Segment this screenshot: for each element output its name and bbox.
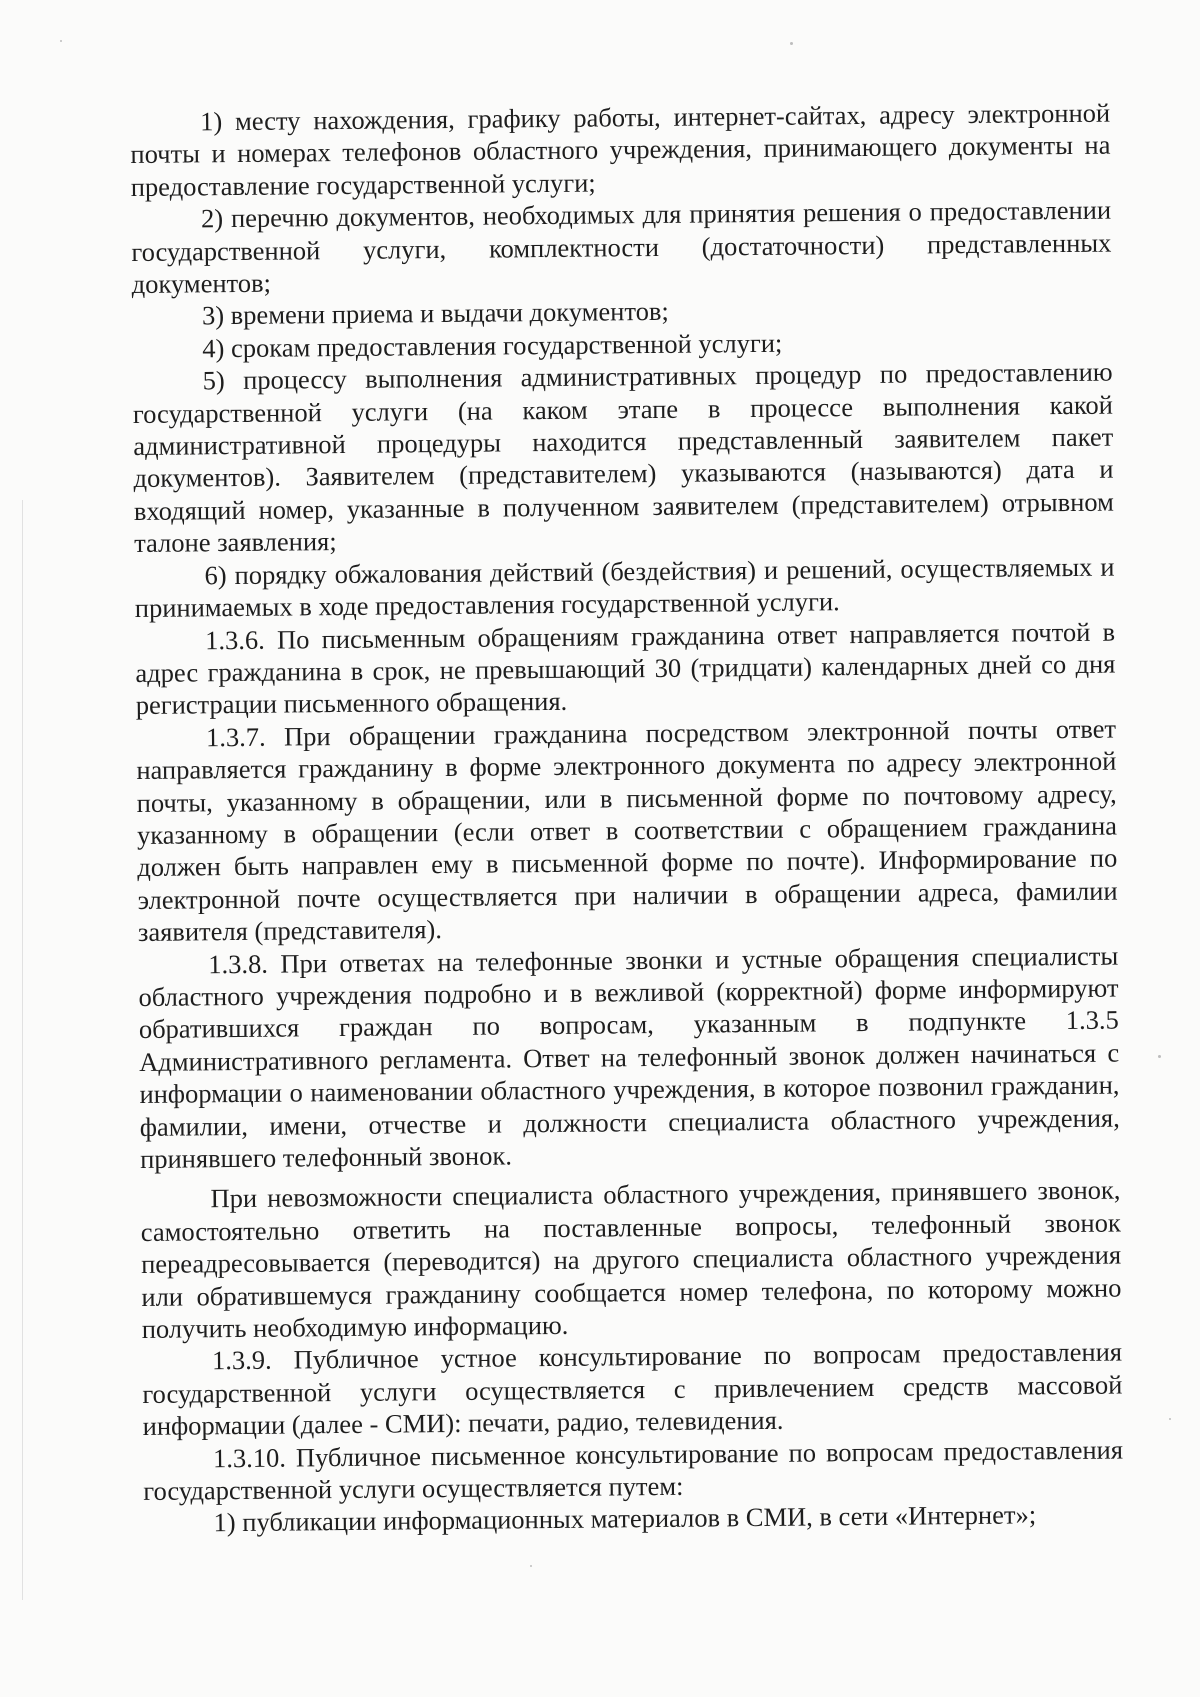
list-item-procedure-progress: 5) процессу выполнения административных процедур по предоставлению государственной услуги (на каком этапе в процессе выполнения какой административной процедуры находится представленный заявителем пакет документов). Заявителем (представителем) указываются (называются) дата и входящий номер, указанные в полученном заявителем (представителем) отрывном талоне заявления;	[132, 356, 1114, 559]
list-item-media-publication: 1) публикации информационных материалов в СМИ, в сети «Интернет»;	[213, 1499, 1037, 1538]
list-item-service-deadlines: 4) срокам предоставления государственной услуги;	[202, 327, 783, 364]
clause-1-3-9: 1.3.9. Публичное устное консультирование по вопросам предоставления государственной услуги осуществляется с привлечением средств массовой информации (далее - СМИ): печати, радио, телевидения.	[142, 1336, 1123, 1442]
list-item-location-info: 1) месту нахождения, графику работы, интернет-сайтах, адресу электронной почты и номерах телефонов областного учреждения, принимающего документы на предоставление государственной услуги;	[130, 97, 1111, 202]
scan-speck	[790, 42, 793, 45]
scan-speck	[60, 40, 62, 42]
clause-1-3-8: 1.3.8. При ответах на телефонные звонки и устные обращения специалисты областного учреждения подробно и в вежливой (корректной) форме информируют обратившихся граждан по вопросам, указанным в подпункте 1.3.5 Административного регламента. Ответ на телефонный звонок должен начинаться с информации о наименовании областного учреждения, в которое позвонил гражданин, фамилии, имени, отчестве и должности специалиста областного учреждения, принявшего телефонный звонок.	[138, 940, 1120, 1174]
list-item-appeal-procedure: 6) порядку обжалования действий (бездействия) и решений, осуществляемых и принимаемых в ходе предоставления государственной услуги.	[134, 551, 1115, 624]
list-item-reception-time: 3) времени приема и выдачи документов;	[201, 296, 669, 331]
list-item-documents-list: 2) перечню документов, необходимых для принятия решения о предоставлении государственной услуги, комплектности (достаточности) представленных документов;	[131, 194, 1112, 300]
clause-1-3-7: 1.3.7. При обращении гражданина посредством электронной почты ответ направляется гражданину в форме электронного документа по адресу электронной почты, указанному в обращении, или в письменной форме по почтовому адресу, указанному в обращении (если ответ в соответствии с обращением гражданина должен быть направлен ему в письменной форме по почте). Информирование по электронной почте осуществляется при наличии в обращении адреса, фамилии заявителя (представителя).	[136, 713, 1118, 948]
scan-edge-line	[22, 500, 23, 1600]
document-body	[130, 97, 1124, 1540]
scan-speck	[530, 1565, 532, 1567]
scan-speck	[1169, 1418, 1171, 1420]
clause-1-3-8-continuation: При невозможности специалиста областного учреждения, принявшего звонок, самостоятельно ответить на поставленные вопросы, телефонный звонок переадресовывается (переводится) на другого специалиста областного учреждения или обратившемуся гражданину сообщается номер телефона, по которому можно получить необходимую информацию.	[140, 1174, 1122, 1344]
clause-1-3-6: 1.3.6. По письменным обращениям гражданина ответ направляется почтой в адрес гражданина в срок, не превышающий 30 (тридцати) календарных дней со дня регистрации письменного обращения.	[135, 616, 1116, 721]
scan-speck	[1158, 1055, 1161, 1058]
clause-1-3-10: 1.3.10. Публичное письменное консультирование по вопросам предоставления государственной услуги осуществляется путем:	[143, 1434, 1124, 1506]
